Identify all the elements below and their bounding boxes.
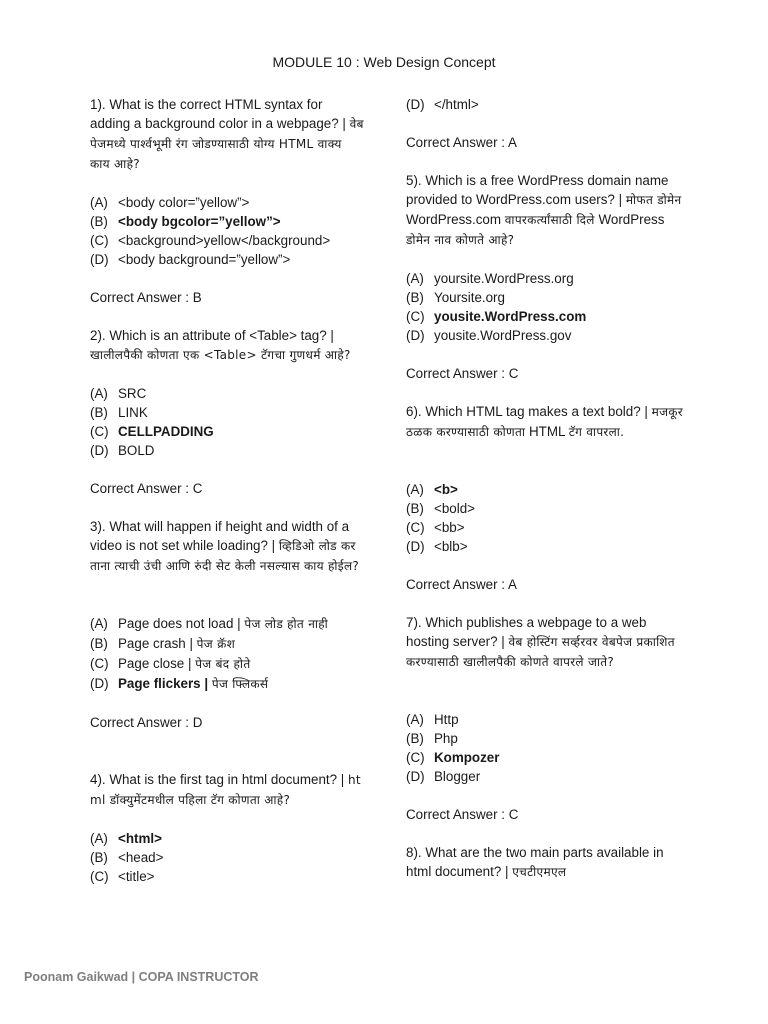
option-d: (D) <body background=”yellow”>: [90, 252, 291, 267]
question-1: [90, 95, 365, 307]
question-4: [90, 770, 365, 886]
option-c: (C) yousite.WordPress.com: [406, 309, 587, 324]
question-text: 6). Which HTML tag makes a text bold? |: [406, 404, 648, 419]
options-list: [90, 384, 365, 460]
option-c: (C) Kompozer: [406, 750, 500, 765]
question-6: 6). Which HTML tag makes a text bold? | मजकूर ठळक करण्यासाठी कोणता HTML टॅग वापरला. (A) <b> (B) <bold> (C) <bb> (D) <blb> Correct Answer : A: [406, 402, 686, 594]
option-b: (B) Page crash | पेज क्रॅश: [90, 636, 236, 651]
option-b: (B) <body bgcolor=”yellow”>: [90, 214, 281, 229]
options-list: [406, 710, 686, 786]
option-a: (A) yoursite.WordPress.org: [406, 271, 574, 286]
option-b: (B) Php: [406, 731, 458, 746]
correct-answer-q4: Correct Answer : A: [406, 135, 517, 150]
option-d: (D) Blogger: [406, 769, 481, 784]
option-a: (A) <b>: [406, 482, 458, 497]
option-d: (D) BOLD: [90, 443, 155, 458]
page-title: MODULE 10 : Web Design Concept: [272, 54, 496, 70]
option-c: (C) CELLPADDING: [90, 424, 214, 439]
correct-answer: Correct Answer : C: [90, 481, 203, 496]
options-list: [90, 193, 365, 269]
correct-answer: Correct Answer : D: [90, 715, 203, 730]
option-d: (D) <blb>: [406, 539, 468, 554]
options-list: [406, 480, 686, 556]
correct-answer: Correct Answer : C: [406, 807, 519, 822]
correct-answer: Correct Answer : A: [406, 577, 517, 592]
option-a: (A) Http: [406, 712, 459, 727]
options-list: [90, 829, 365, 886]
option-d: (D) Page flickers | पेज फ्लिकर्स: [90, 676, 269, 691]
question-8: [406, 843, 686, 882]
footer-author: Poonam Gaikwad | COPA INSTRUCTOR: [24, 970, 259, 984]
option-b: (B) Yoursite.org: [406, 290, 505, 305]
option-c: (C) Page close | पेज बंद होते: [90, 656, 251, 671]
option-d: (D) yousite.WordPress.gov: [406, 328, 572, 343]
question-text-marathi: html डॉक्युमेंटमधील पहिला टॅग कोणता आहे?: [90, 773, 361, 807]
right-column: [406, 95, 686, 882]
option-d-q4: (D) </html>: [406, 97, 479, 112]
option-b: (B) <bold>: [406, 501, 475, 516]
question-text-marathi: एचटीएमएल: [512, 865, 567, 879]
option-c: (C) <background>yellow</background>: [90, 233, 331, 248]
option-c: (C) <bb>: [406, 520, 465, 535]
question-text: 1). What is the correct HTML syntax for adding a background color in a webpage? |: [90, 97, 346, 131]
question-text: 7). Which publishes a webpage to a web hosting server? |: [406, 615, 647, 649]
options-list: [90, 614, 365, 694]
question-text-marathi: वेब होस्टिंग सर्व्हरवर वेबपेज प्रकाशित करण्यासाठी खालीलपैकी कोणते वापरले जाते?: [406, 635, 675, 669]
question-3: [90, 517, 365, 732]
question-text: 3). What will happen if height and width of a video is not set while loading? |: [90, 519, 350, 553]
option-a: (A) <body color=”yellow”>: [90, 195, 250, 210]
option-a: (A) Page does not load | पेज लोड होत नाही: [90, 616, 329, 631]
left-column: [90, 95, 365, 886]
option-b: (B) LINK: [90, 405, 148, 420]
correct-answer: Correct Answer : B: [90, 290, 202, 305]
question-text: 5). Which is a free WordPress domain name provided to WordPress.com users? |: [406, 173, 669, 207]
correct-answer: Correct Answer : C: [406, 366, 519, 381]
options-list: [406, 269, 686, 345]
question-text-marathi: वेबपेजमध्ये पार्श्वभूमी रंग जोडण्यासाठी योग्य HTML वाक्य काय आहे?: [90, 117, 364, 171]
question-2: [90, 326, 365, 498]
option-c: (C) <title>: [90, 869, 155, 884]
question-7: [406, 613, 686, 824]
option-b: (B) <head>: [90, 850, 164, 865]
question-text-marathi: खालीलपैकी कोणता एक <Table> टॅगचा गुणधर्म आहे?: [90, 348, 351, 362]
option-a: (A) <html>: [90, 831, 162, 846]
option-a: (A) SRC: [90, 386, 147, 401]
question-text: 8). What are the two main parts available in html document? |: [406, 845, 664, 879]
question-text-marathi: व्हिडिओ लोड करताना त्याची उंची आणि रुंदी सेट केली नसल्यास काय होईल?: [90, 539, 360, 573]
question-text: 2). Which is an attribute of <Table> tag? |: [90, 328, 334, 343]
question-5: 5). Which is a free WordPress domain name provided to WordPress.com users? | मोफत डोमेन WordPress.com वापरकर्त्यांसाठी दिले WordPress डोमेन नाव कोणते आहे? (A) yoursite.WordPress.org (B) Yoursite.org (C) yousite.WordPress.com (D) yousite.WordPress.gov Correct Answer : C: [406, 171, 686, 383]
question-text: 4). What is the first tag in html document? |: [90, 772, 345, 787]
